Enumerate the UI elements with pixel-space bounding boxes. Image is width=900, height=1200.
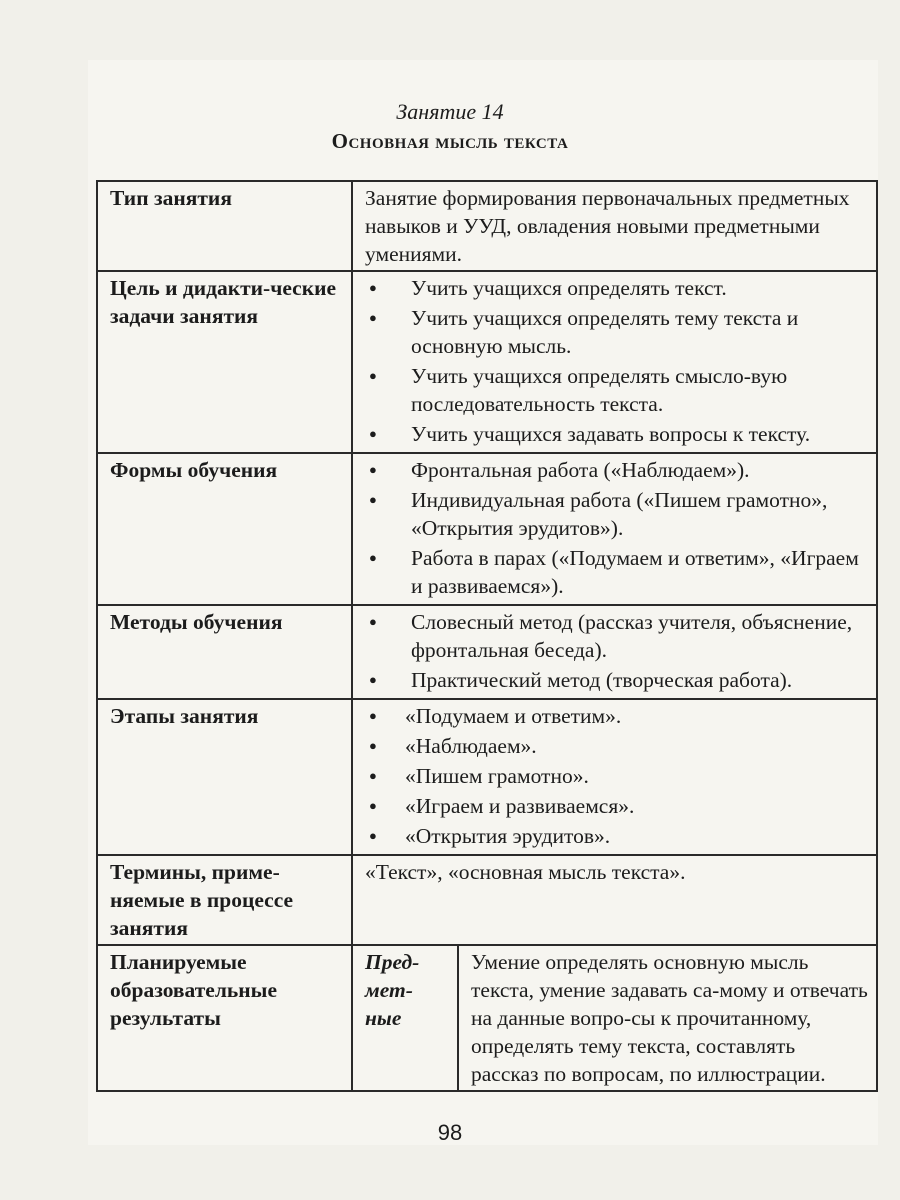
methods-list — [365, 608, 868, 694]
row-label-results: Планируемые образовательные результаты — [97, 945, 352, 1091]
list-item: ● Индивидуальная работа («Пишем грамотно», «Открытия эрудитов»). — [365, 486, 868, 542]
row-text-terms: «Текст», «основная мысль текста». — [352, 855, 877, 945]
lesson-title: Основная мысль текста — [331, 129, 569, 153]
lesson-number: Занятие 14 — [396, 99, 504, 124]
row-content-goals — [352, 271, 877, 453]
list-item: ● «Наблюдаем». — [365, 732, 868, 760]
list-item: ● «Открытия эрудитов». — [365, 822, 868, 850]
list-item: ● Учить учащихся определять текст. — [365, 274, 868, 302]
list-item: ● Практический метод (творческая работа). — [365, 666, 868, 694]
row-label-forms: Формы обучения — [97, 453, 352, 605]
row-content-forms — [352, 453, 877, 605]
table-row-stages — [97, 699, 877, 855]
forms-list — [365, 456, 868, 600]
list-item: ● «Играем и развиваемся». — [365, 792, 868, 820]
list-item: ● Словесный метод (рассказ учителя, объяснение, фронтальная беседа). — [365, 608, 868, 664]
row-content-methods — [352, 605, 877, 699]
row-sublabel-results: Пред-мет-ные — [352, 945, 458, 1091]
table-row-type — [97, 181, 877, 271]
lesson-heading — [0, 98, 900, 156]
list-item: ● Учить учащихся определять смысло-вую последовательность текста. — [365, 362, 868, 418]
list-item: ● «Пишем грамотно». — [365, 762, 868, 790]
lesson-table — [96, 180, 878, 1092]
table-row-methods — [97, 605, 877, 699]
row-label-terms: Термины, приме-няемые в процессе занятия — [97, 855, 352, 945]
page-number: 98 — [437, 1120, 463, 1145]
table-row-results — [97, 945, 877, 1091]
table-row-forms — [97, 453, 877, 605]
row-text-results: Умение определять основную мысль текста, умение задавать са-мому и отвечать на данные вопро-сы к прочитанному, определять тему текста, составлять рассказ по вопросам, по иллюстрации. — [458, 945, 877, 1091]
row-content-stages — [352, 699, 877, 855]
row-label-methods: Методы обучения — [97, 605, 352, 699]
goals-list — [365, 274, 868, 448]
row-label-type: Тип занятия — [97, 181, 352, 271]
row-label-stages: Этапы занятия — [97, 699, 352, 855]
list-item: ● Учить учащихся определять тему текста и основную мысль. — [365, 304, 868, 360]
table-row-goals — [97, 271, 877, 453]
table-row-terms — [97, 855, 877, 945]
list-item: ● Учить учащихся задавать вопросы к тексту. — [365, 420, 868, 448]
row-text-type: Занятие формирования первоначальных предметных навыков и УУД, овладения новыми предметными умениями. — [352, 181, 877, 271]
stages-list — [365, 702, 868, 850]
list-item: ● «Подумаем и ответим». — [365, 702, 868, 730]
list-item: ● Работа в парах («Подумаем и ответим», «Играем и развиваемся»). — [365, 544, 868, 600]
list-item: ● Фронтальная работа («Наблюдаем»). — [365, 456, 868, 484]
row-label-goals: Цель и дидакти-ческие задачи занятия — [97, 271, 352, 453]
